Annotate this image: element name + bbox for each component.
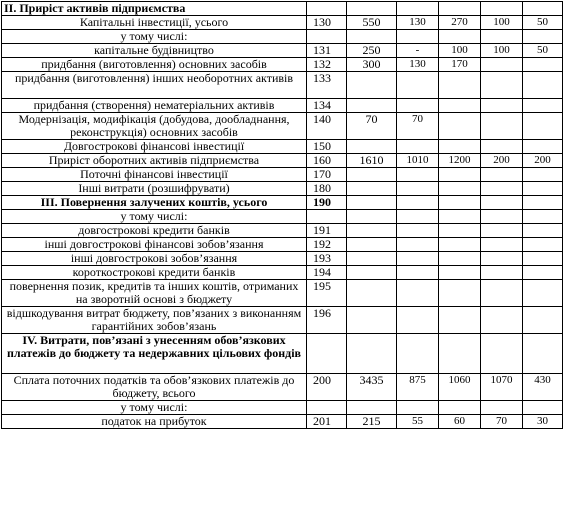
- row-label: IV. Витрати, пов’язані з унесенням обов’язкових платежів до бюджету та недержавних цільових фондів: [2, 334, 307, 374]
- value-cell: [397, 334, 439, 374]
- value-cell: [439, 113, 481, 140]
- value-cell: [439, 182, 481, 196]
- value-cell: [481, 113, 523, 140]
- row-code: [307, 210, 347, 224]
- value-cell: -: [397, 44, 439, 58]
- row-label: Поточні фінансові інвестиції: [2, 168, 307, 182]
- value-cell: [347, 210, 397, 224]
- value-cell: [481, 224, 523, 238]
- row-label: повернення позик, кредитів та інших коштів, отриманих на зворотній основі з бюджету: [2, 280, 307, 307]
- row-code: 180: [307, 182, 347, 196]
- value-cell: [481, 280, 523, 307]
- row-label: Сплата поточних податків та обов’язкових платежів до бюджету, всього: [2, 374, 307, 401]
- row-label: відшкодування витрат бюджету, пов’язаних з виконанням гарантійних зобов’язань: [2, 307, 307, 334]
- value-cell: [347, 182, 397, 196]
- value-cell: [439, 252, 481, 266]
- row-label: придбання (створення) нематеріальних активів: [2, 99, 307, 113]
- value-cell: [397, 140, 439, 154]
- value-cell: [347, 30, 397, 44]
- table-row: [2, 154, 563, 168]
- value-cell: [481, 168, 523, 182]
- table-row: [2, 113, 563, 140]
- value-cell: 60: [439, 415, 481, 429]
- value-cell: 130: [397, 58, 439, 72]
- value-cell: [481, 99, 523, 113]
- value-cell: [523, 280, 563, 307]
- row-code: [307, 401, 347, 415]
- value-cell: [397, 280, 439, 307]
- value-cell: 170: [439, 58, 481, 72]
- value-cell: [439, 2, 481, 16]
- table-row: [2, 16, 563, 30]
- value-cell: [439, 168, 481, 182]
- value-cell: 70: [347, 113, 397, 140]
- value-cell: [347, 72, 397, 99]
- value-cell: [523, 113, 563, 140]
- table-row: [2, 266, 563, 280]
- value-cell: [523, 307, 563, 334]
- row-label: податок на прибуток: [2, 415, 307, 429]
- value-cell: [439, 238, 481, 252]
- value-cell: [347, 334, 397, 374]
- table-body: [2, 2, 563, 429]
- table-row: [2, 168, 563, 182]
- value-cell: 200: [523, 154, 563, 168]
- value-cell: [481, 238, 523, 252]
- value-cell: [481, 182, 523, 196]
- value-cell: [439, 30, 481, 44]
- row-code: 133: [307, 72, 347, 99]
- value-cell: [397, 99, 439, 113]
- row-code: 195: [307, 280, 347, 307]
- value-cell: [481, 307, 523, 334]
- value-cell: 70: [481, 415, 523, 429]
- value-cell: [481, 210, 523, 224]
- value-cell: 550: [347, 16, 397, 30]
- value-cell: [439, 307, 481, 334]
- value-cell: [439, 280, 481, 307]
- value-cell: [347, 99, 397, 113]
- row-code: 130: [307, 16, 347, 30]
- value-cell: [439, 266, 481, 280]
- table-row: [2, 374, 563, 401]
- value-cell: [523, 196, 563, 210]
- value-cell: 430: [523, 374, 563, 401]
- row-code: 196: [307, 307, 347, 334]
- value-cell: [481, 72, 523, 99]
- row-code: 201: [307, 415, 347, 429]
- table-row: [2, 72, 563, 99]
- table-row: [2, 99, 563, 113]
- value-cell: [397, 224, 439, 238]
- row-code: [307, 2, 347, 16]
- value-cell: [523, 168, 563, 182]
- value-cell: [347, 266, 397, 280]
- value-cell: 1200: [439, 154, 481, 168]
- row-label: довгострокові кредити банків: [2, 224, 307, 238]
- value-cell: [397, 72, 439, 99]
- value-cell: [347, 252, 397, 266]
- row-label: у тому числі:: [2, 401, 307, 415]
- row-label: у тому числі:: [2, 210, 307, 224]
- table-row: [2, 401, 563, 415]
- row-code: [307, 30, 347, 44]
- value-cell: 50: [523, 16, 563, 30]
- value-cell: 30: [523, 415, 563, 429]
- row-label: Приріст оборотних активів підприємства: [2, 154, 307, 168]
- value-cell: [347, 280, 397, 307]
- row-code: 131: [307, 44, 347, 58]
- value-cell: [523, 58, 563, 72]
- value-cell: 250: [347, 44, 397, 58]
- row-code: 160: [307, 154, 347, 168]
- value-cell: [523, 266, 563, 280]
- value-cell: 270: [439, 16, 481, 30]
- row-label: придбання (виготовлення) основних засобів: [2, 58, 307, 72]
- value-cell: [523, 401, 563, 415]
- table-row: [2, 238, 563, 252]
- row-code: 132: [307, 58, 347, 72]
- table-row: [2, 58, 563, 72]
- value-cell: [481, 266, 523, 280]
- row-code: 200: [307, 374, 347, 401]
- row-label: ІІІ. Повернення залучених коштів, усього: [2, 196, 307, 210]
- value-cell: 100: [481, 44, 523, 58]
- row-label: Модернізація, модифікація (добудова, дообладнання, реконструкція) основних засобів: [2, 113, 307, 140]
- value-cell: [481, 252, 523, 266]
- table-row: [2, 280, 563, 307]
- row-code: 150: [307, 140, 347, 154]
- value-cell: [523, 334, 563, 374]
- value-cell: 100: [481, 16, 523, 30]
- value-cell: [397, 2, 439, 16]
- financial-plan-table: [1, 1, 563, 429]
- table-row: [2, 210, 563, 224]
- value-cell: [397, 307, 439, 334]
- value-cell: 215: [347, 415, 397, 429]
- value-cell: [347, 168, 397, 182]
- row-label: короткострокові кредити банків: [2, 266, 307, 280]
- row-code: 193: [307, 252, 347, 266]
- row-code: 191: [307, 224, 347, 238]
- value-cell: [439, 196, 481, 210]
- table-row: [2, 334, 563, 374]
- value-cell: [397, 196, 439, 210]
- value-cell: [523, 210, 563, 224]
- table-row: [2, 44, 563, 58]
- row-code: 140: [307, 113, 347, 140]
- row-label: ІІ. Приріст активів підприємства: [2, 2, 307, 16]
- value-cell: [397, 168, 439, 182]
- value-cell: [439, 72, 481, 99]
- value-cell: [439, 99, 481, 113]
- row-label: інші довгострокові фінансові зобов’язання: [2, 238, 307, 252]
- value-cell: [347, 238, 397, 252]
- table-row: [2, 30, 563, 44]
- table-row: [2, 224, 563, 238]
- value-cell: 130: [397, 16, 439, 30]
- table-row: [2, 140, 563, 154]
- table-row: [2, 196, 563, 210]
- value-cell: [523, 182, 563, 196]
- value-cell: [481, 140, 523, 154]
- row-code: [307, 334, 347, 374]
- value-cell: [397, 266, 439, 280]
- value-cell: 70: [397, 113, 439, 140]
- value-cell: [397, 30, 439, 44]
- value-cell: [523, 224, 563, 238]
- value-cell: [523, 30, 563, 44]
- value-cell: [439, 401, 481, 415]
- row-code: 192: [307, 238, 347, 252]
- value-cell: [347, 140, 397, 154]
- table-row: [2, 2, 563, 16]
- value-cell: 300: [347, 58, 397, 72]
- value-cell: [397, 210, 439, 224]
- row-label: у тому числі:: [2, 30, 307, 44]
- row-code: 134: [307, 99, 347, 113]
- value-cell: [397, 238, 439, 252]
- value-cell: [481, 334, 523, 374]
- value-cell: [523, 99, 563, 113]
- value-cell: [523, 72, 563, 99]
- value-cell: [397, 252, 439, 266]
- value-cell: [397, 182, 439, 196]
- row-code: 190: [307, 196, 347, 210]
- row-label: капітальне будівництво: [2, 44, 307, 58]
- value-cell: [481, 30, 523, 44]
- value-cell: [481, 2, 523, 16]
- value-cell: [523, 140, 563, 154]
- row-label: інші довгострокові зобов’язання: [2, 252, 307, 266]
- row-label: придбання (виготовлення) інших необоротних активів: [2, 72, 307, 99]
- value-cell: [347, 224, 397, 238]
- row-code: 170: [307, 168, 347, 182]
- value-cell: [439, 224, 481, 238]
- value-cell: [481, 196, 523, 210]
- value-cell: [481, 58, 523, 72]
- table-row: [2, 307, 563, 334]
- value-cell: 1010: [397, 154, 439, 168]
- value-cell: 55: [397, 415, 439, 429]
- value-cell: [347, 307, 397, 334]
- value-cell: 875: [397, 374, 439, 401]
- value-cell: [439, 210, 481, 224]
- value-cell: 3435: [347, 374, 397, 401]
- value-cell: [347, 401, 397, 415]
- row-code: 194: [307, 266, 347, 280]
- value-cell: [347, 2, 397, 16]
- value-cell: [397, 401, 439, 415]
- table-row: [2, 182, 563, 196]
- table-row: [2, 415, 563, 429]
- value-cell: 50: [523, 44, 563, 58]
- row-label: Інші витрати (розшифрувати): [2, 182, 307, 196]
- value-cell: [523, 2, 563, 16]
- value-cell: 1060: [439, 374, 481, 401]
- value-cell: [347, 196, 397, 210]
- value-cell: 1070: [481, 374, 523, 401]
- value-cell: 1610: [347, 154, 397, 168]
- value-cell: 100: [439, 44, 481, 58]
- value-cell: [523, 252, 563, 266]
- row-label: Капітальні інвестиції, усього: [2, 16, 307, 30]
- table-row: [2, 252, 563, 266]
- value-cell: [439, 140, 481, 154]
- value-cell: [439, 334, 481, 374]
- value-cell: [481, 401, 523, 415]
- value-cell: [523, 238, 563, 252]
- value-cell: 200: [481, 154, 523, 168]
- row-label: Довгострокові фінансові інвестиції: [2, 140, 307, 154]
